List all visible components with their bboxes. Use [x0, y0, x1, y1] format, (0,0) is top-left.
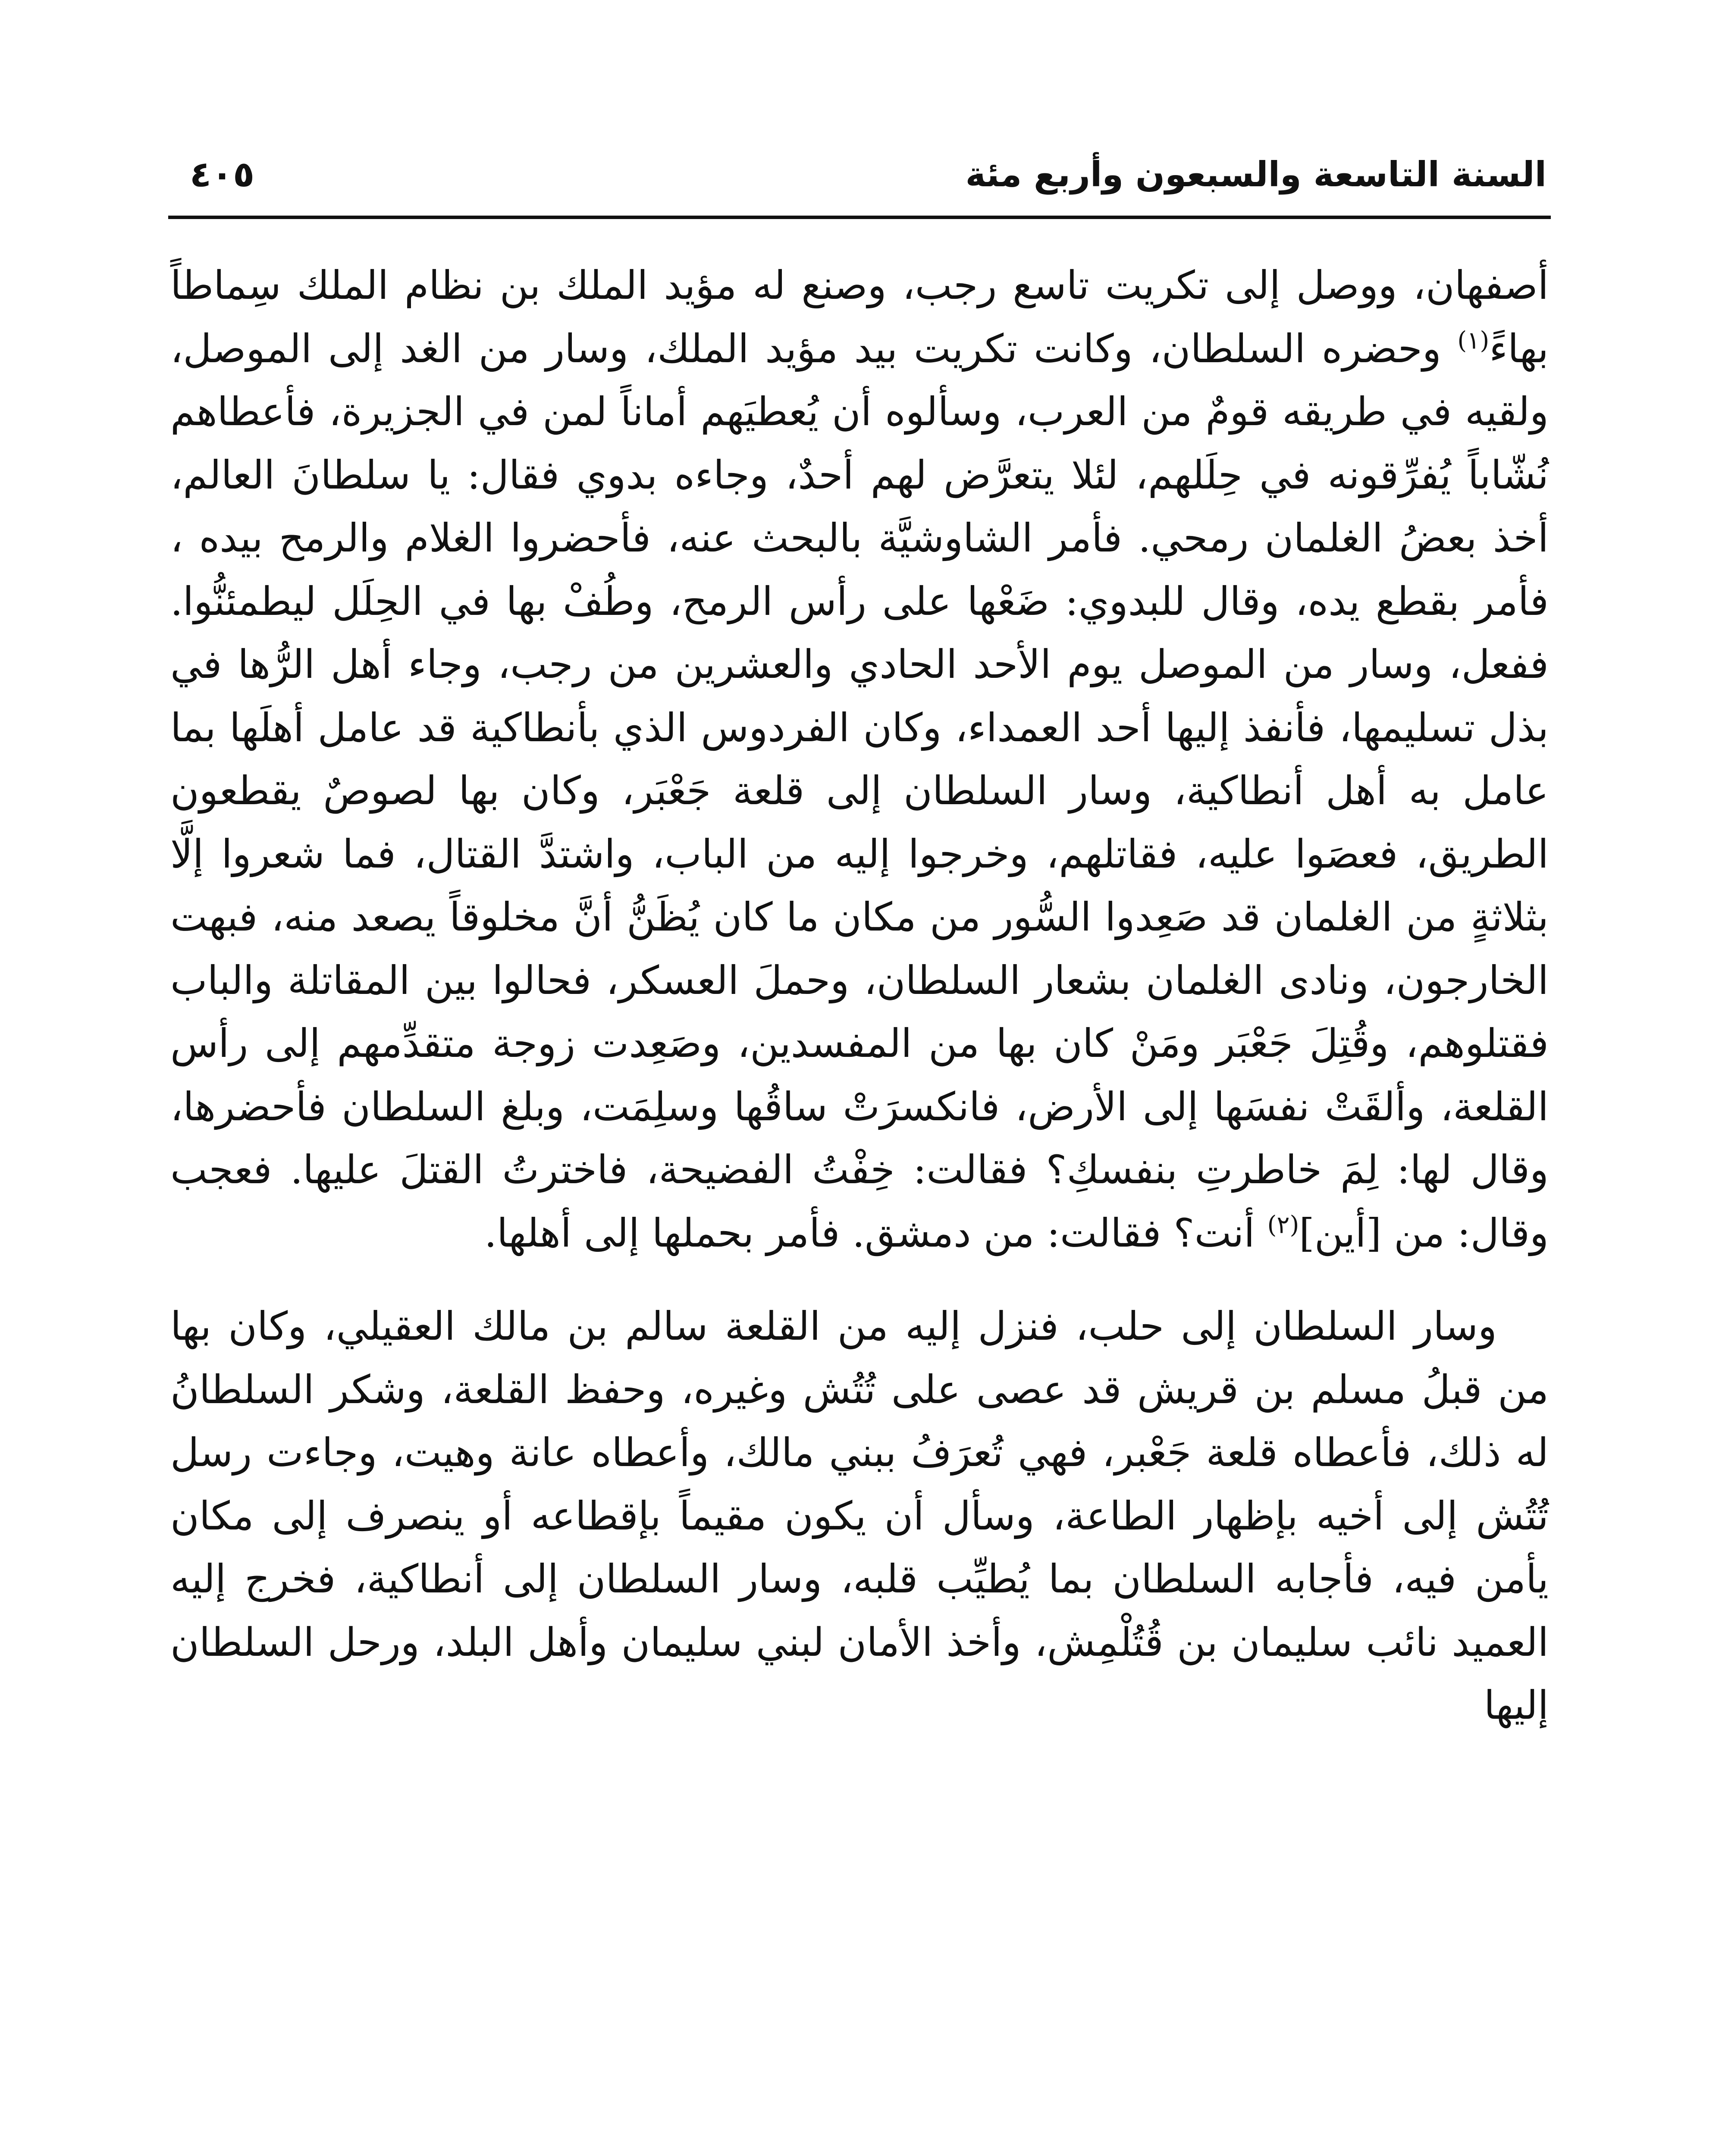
text-segment: أصفهان، ووصل إلى تكريت تاسع رجب، وصنع له مؤيد الملك بن نظام الملك سِماطاً بهاءً	[170, 263, 1549, 372]
main-text	[170, 254, 1549, 1738]
page-number: ٤٠٥	[190, 154, 255, 195]
running-header	[173, 142, 1546, 207]
header-rule	[168, 216, 1551, 219]
footnote-reference: (٢)	[1267, 1211, 1299, 1239]
running-title: السنة التاسعة والسبعون وأربع مئة	[965, 154, 1546, 194]
text-segment: وحضره السلطان، وكانت تكريت بيد مؤيد الملك، وسار من الغد إلى الموصل، ولقيه في طريقه قومٌ من العرب، وسألوه أن يُعطيَهم أماناً لمن في الجزيرة، فأعطاهم نُشّاباً يُفرِّقونه في حِلَلهم، لئلا يتعرَّض لهم أحدٌ، وجاءه بدوي فقال: يا سلطانَ العالم، أخذ بعضُ الغلمان رمحي. فأمر الشاوشيَّة بالبحث عنه، فأحضروا الغلام والرمح بيده ، فأمر بقطع يده، وقال للبدوي: ضَعْها على رأس الرمح، وطُفْ بها في الحِلَل ليطمئنُّوا. ففعل، وسار من الموصل يوم الأحد الحادي والعشرين من رجب، وجاء أهل الرُّها في بذل تسليمها، فأنفذ إليها أحد العمداء، وكان الفردوس الذي بأنطاكية قد عامل أهلَها بما عامل به أهل أنطاكية، وسار السلطان إلى قلعة جَعْبَر، وكان بها لصوصٌ يقطعون الطريق، فعصَوا عليه، فقاتلهم، وخرجوا إليه من الباب، واشتدَّ القتال، فما شعروا إلَّا بثلاثةٍ من الغلمان قد صَعِدوا السُّور من مكان ما كان يُظَنُّ أنَّ مخلوقاً يصعد منه، فبهت الخارجون، ونادى الغلمان بشعار السلطان، وحملَ العسكر، فحالوا بين المقاتلة والباب فقتلوهم، وقُتِلَ جَعْبَر ومَنْ كان بها من المفسدين، وصَعِدت زوجة متقدِّمهم إلى رأس القلعة، وألقَتْ نفسَها إلى الأرض، فانكسرَتْ ساقُها وسلِمَت، وبلغ السلطان فأحضرها، وقال لها: لِمَ خاطرتِ بنفسكِ؟ فقالت: خِفْتُ الفضيحة، فاخترتُ القتلَ عليها. فعجب وقال: من [أين]	[170, 326, 1549, 1256]
footnote-reference: (١)	[1457, 326, 1490, 355]
text-segment: أنت؟ فقالت: من دمشق. فأمر بحملها إلى أهلها.	[484, 1210, 1267, 1256]
paragraph	[170, 254, 1549, 1265]
paragraph: وسار السلطان إلى حلب، فنزل إليه من القلعة سالم بن مالك العقيلي، وكان بها من قبلُ مسلم بن قريش قد عصى على تُتُش وغيره، وحفظ القلعة، وشكر السلطانُ له ذلك، فأعطاه قلعة جَعْبر، فهي تُعرَفُ ببني مالك، وأعطاه عانة وهيت، وجاءت رسل تُتُش إلى أخيه بإظهار الطاعة، وسأل أن يكون مقيماً بإقطاعه أو ينصرف إلى مكان يأمن فيه، فأجابه السلطان بما يُطيِّب قلبه، وسار السلطان إلى أنطاكية، فخرج إليه العميد نائب سليمان بن قُتُلْمِش، وأخذ الأمان لبني سليمان وأهل البلد، ورحل السلطان إليها	[170, 1304, 1549, 1728]
